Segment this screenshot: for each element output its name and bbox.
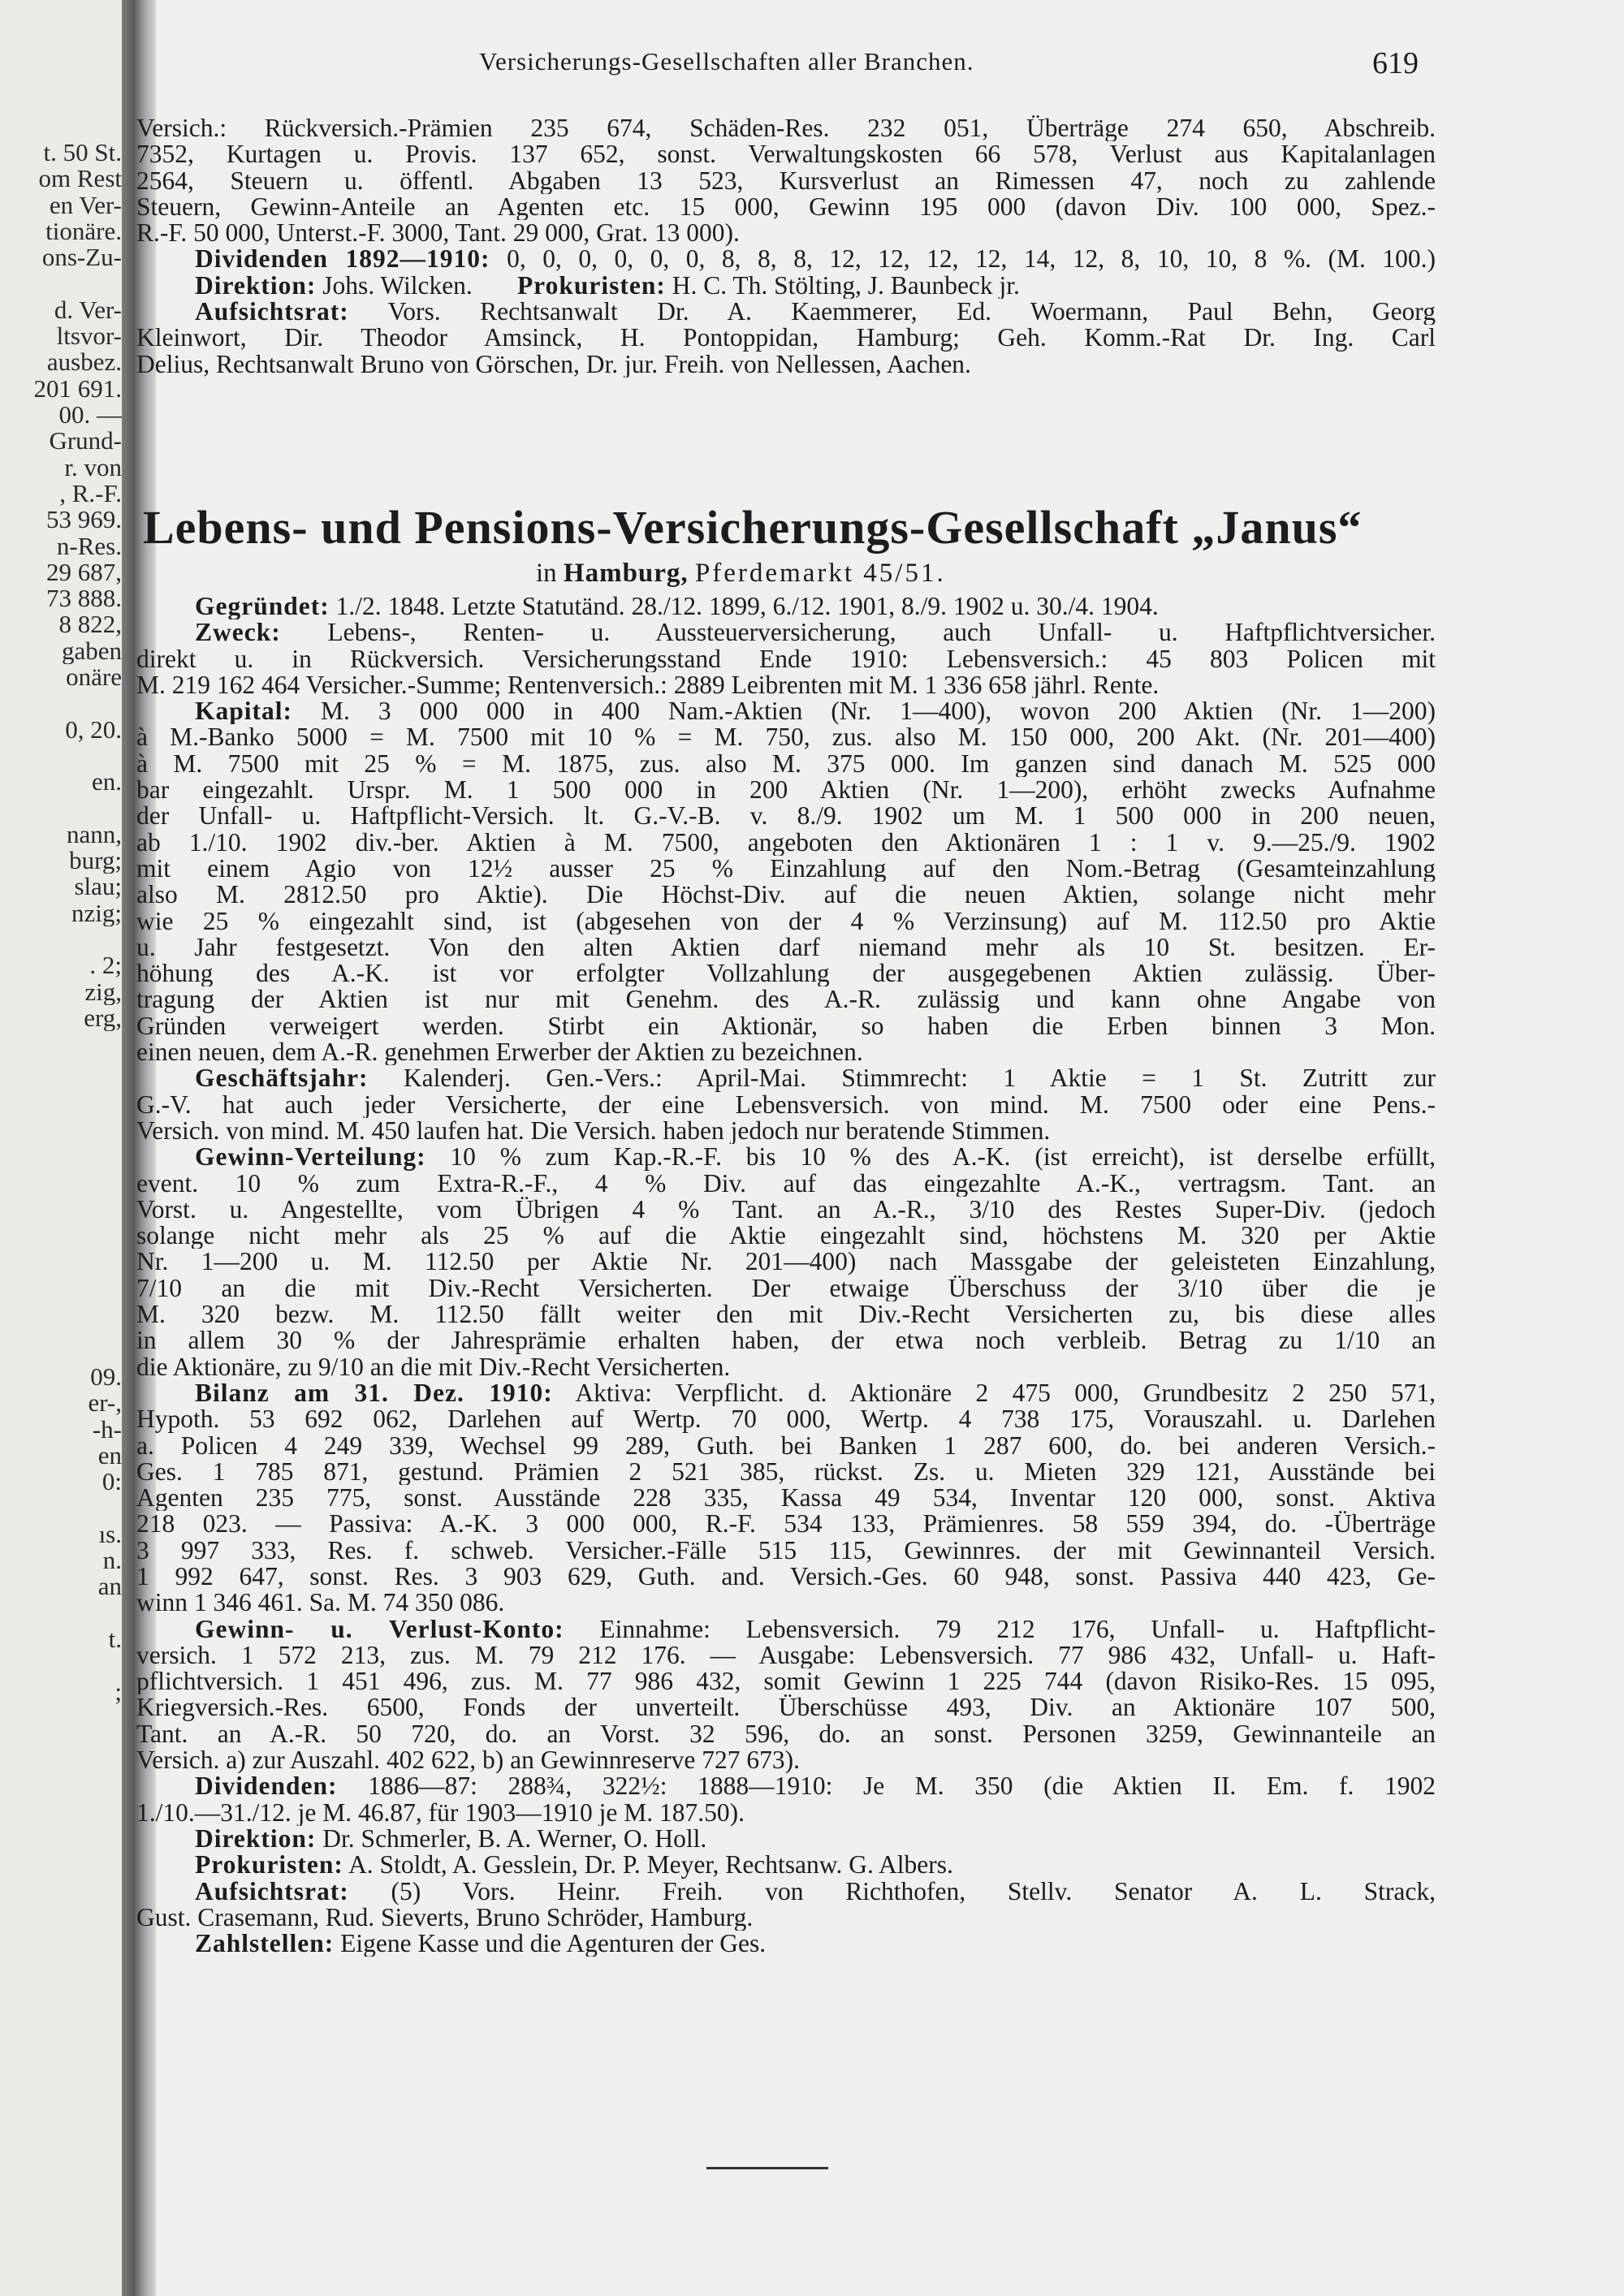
text-line: Gründen verweigert werden. Stirbt ein Aktionär, so haben die Erben binnen 3 Mon. <box>136 1012 1436 1040</box>
adjacent-page-fragment: 00. — <box>58 402 122 428</box>
adjacent-page-fragment: burg; <box>69 848 122 874</box>
text-line: Versich.: Rückversich.-Prämien 235 674, Schäden-Res. 232 051, Überträge 274 650, Abschreib. <box>136 115 1436 142</box>
adjacent-page-fragment: 0, 20. <box>65 716 122 743</box>
text-line: höhung des A.-K. ist vor erfolgter Vollzahlung der ausgegebenen Aktien zulässig. Über- <box>136 960 1436 987</box>
adjacent-page-fragment: zig, <box>84 978 122 1005</box>
company-entry-body <box>136 593 1436 1957</box>
text-line: einen neuen, dem A.-R. genehmen Erwerber der Aktien zu bezeichnen. <box>136 1039 863 1066</box>
company-subtitle <box>536 559 1186 589</box>
text-line: 2564, Steuern u. öffentl. Abgaben 13 523, Kursverlust an Rimessen 47, noch zu zahlende <box>136 167 1436 194</box>
adjacent-page-fragment: Grund- <box>49 428 122 455</box>
text-line: à M. 7500 mit 25 % = M. 1875, zus. also M. 375 000. Im ganzen sind danach M. 525 000 <box>136 750 1436 778</box>
adjacent-page-fragment: 73 888. <box>46 585 122 612</box>
text-line: Versich. von mind. M. 450 laufen hat. Die Versich. haben jedoch nur beratende Stimmen. <box>136 1117 1051 1145</box>
adjacent-page-fragment: ausbez. <box>46 349 122 376</box>
section-label: Bilanz am 31. Dez. 1910: <box>195 1379 553 1407</box>
adjacent-page-fragment: 8 822, <box>58 611 122 638</box>
section-first-line <box>136 1065 1436 1091</box>
section-text: A. Stoldt, A. Gesslein, Dr. P. Meyer, Rechtsanw. G. Albers. <box>348 1852 953 1879</box>
aufsichtsrat-line <box>136 299 1436 325</box>
section-label: Zweck: <box>195 619 281 646</box>
dividenden-line <box>136 246 1436 272</box>
adjacent-page-fragment: 09. <box>90 1364 122 1390</box>
section-text: 1886—87: 288¾, 322½: 1888—1910: Je M. 350 (die Aktien II. Em. f. 1902 <box>368 1773 1436 1800</box>
text-line: Kriegversich.-Res. 6500, Fonds der unverteilt. Überschüsse 493, Div. an Aktionäre 107 500, <box>136 1694 1436 1721</box>
section-text: 10 % zum Kap.-R.-F. bis 10 % des A.-K. (ist erreicht), ist derselbe erfüllt, <box>450 1144 1436 1171</box>
text-line: Gust. Crasemann, Rud. Sieverts, Bruno Schröder, Hamburg. <box>136 1904 754 1931</box>
section-text: 1./2. 1848. Letzte Statutänd. 28./12. 1899, 6./12. 1901, 8./9. 1902 u. 30./4. 1904. <box>335 593 1159 620</box>
text-line: also M. 2812.50 pro Aktie). Die Höchst-Div. auf die neuen Aktien, solange nicht mehr <box>136 882 1436 908</box>
text-line: à M.-Banko 5000 = M. 7500 mit 10 % = M. 750, zus. also M. 150 000, 200 Akt. (Nr. 201—400) <box>136 724 1436 751</box>
section-text: 0, 0, 0, 0, 0, 0, 8, 8, 8, 12, 12, 12, 12, 14, 12, 8, 10, 10, 8 %. (M. 100.) <box>507 246 1436 273</box>
adjacent-page-fragment: nann, <box>66 821 122 848</box>
adjacent-page-fragment: ; <box>114 1678 122 1705</box>
text-line: solange nicht mehr als 25 % auf die Aktie eingezahlt sind, höchstens M. 320 per Aktie <box>136 1223 1436 1249</box>
section-label: Gegründet: <box>195 593 330 620</box>
adjacent-page-fragment: -h- <box>92 1416 122 1443</box>
section-text: (5) Vors. Heinr. Freih. von Richthofen, Stellv. Senator A. L. Strack, <box>391 1878 1436 1905</box>
running-header: Versicherungs-Gesellschaften aller Branchen. <box>479 47 974 76</box>
text-line: a. Policen 4 249 339, Wechsel 99 289, Guth. bei Banken 1 287 600, do. bei anderen Versich.- <box>136 1432 1436 1459</box>
section-text: Johs. Wilcken. <box>322 272 473 300</box>
page-number: 619 <box>1372 46 1419 80</box>
adjacent-page-fragment: d. Ver- <box>54 296 122 323</box>
adjacent-page-fragment: om Rest <box>38 166 122 192</box>
adjacent-page-fragment: r. von <box>64 454 122 481</box>
section-first-line <box>136 1380 1436 1406</box>
text-line: bar eingezahlt. Urspr. M. 1 500 000 in 200 Aktien (Nr. 1—200), erhöht zwecks Aufnahme <box>136 777 1436 804</box>
text-line: 1./10.—31./12. je M. 46.87, für 1903—1910 je M. 187.50). <box>136 1799 745 1826</box>
text-line: Versich. a) zur Auszahl. 402 622, b) an Gewinnreserve 727 673). <box>136 1747 801 1774</box>
text-line: tragung der Aktien ist nur mit Genehm. des A.-R. zulässig und kann ohne Angabe von <box>136 986 1436 1013</box>
text-line: in allem 30 % der Jahresprämie erhalten haben, der etwa noch verbleib. Betrag zu 1/10 an <box>136 1327 1436 1354</box>
section-label: Direktion: <box>195 1825 317 1853</box>
adjacent-page-fragment: an <box>97 1573 122 1600</box>
subtitle-address: Pferdemarkt 45/51. <box>694 559 946 588</box>
section-text: Lebens-, Renten- u. Aussteuerversicherung, auch Unfall- u. Haftpflichtversicher. <box>327 619 1436 646</box>
section-text: Vors. Rechtsanwalt Dr. A. Kaemmerer, Ed. Woermann, Paul Behn, Georg <box>387 299 1436 326</box>
text-line: pflichtversich. 1 451 496, zus. M. 77 986 432, somit Gewinn 1 225 744 (davon Risiko-Res. 15 095, <box>136 1668 1436 1695</box>
adjacent-page-fragment: gaben <box>61 637 122 664</box>
adjacent-page-fragment: nzig; <box>71 900 122 926</box>
adjacent-page-fragment: en Ver- <box>49 192 122 218</box>
text-line: u. Jahr festgesetzt. Von den alten Aktien darf niemand mehr als 10 St. besitzen. Er- <box>136 934 1436 961</box>
section-first-line <box>136 593 1436 619</box>
text-line: G.-V. hat auch jeder Versicherte, der eine Lebensversich. von mind. M. 7500 oder eine Pens.- <box>136 1091 1436 1118</box>
adjacent-page-fragment: t. <box>108 1626 122 1652</box>
section-first-line <box>136 1616 1436 1642</box>
text-line: Ges. 1 785 871, gestund. Prämien 2 521 385, rückst. Zs. u. Mieten 329 121, Ausstände bei <box>136 1458 1436 1486</box>
section-label: Dividenden 1892—1910: <box>195 246 490 273</box>
text-line: M. 219 162 464 Versicher.-Summe; Rentenversich.: 2889 Leibrenten mit M. 1 336 658 jährl. Rente. <box>136 671 1160 699</box>
adjacent-page-fragment: 201 691. <box>33 375 122 402</box>
text-line: Nr. 1—200 u. M. 112.50 per Aktie Nr. 201—400) nach Massgabe der geleisteten Einzahlung, <box>136 1249 1436 1275</box>
section-label: Kapital: <box>195 698 293 725</box>
text-line: Agenten 235 775, sonst. Ausstände 228 335, Kassa 49 534, Inventar 120 000, sonst. Aktiva <box>136 1485 1436 1512</box>
text-line: Delius, Rechtsanwalt Bruno von Görschen, Dr. jur. Freih. von Nellessen, Aachen. <box>136 351 971 378</box>
adjacent-page-fragment: , R.-F. <box>59 480 122 507</box>
text-line: winn 1 346 461. Sa. M. 74 350 086. <box>136 1590 505 1616</box>
text-line: 1 992 647, sonst. Res. 3 903 629, Guth. and. Versich.-Ges. 60 948, sonst. Passiva 440 423, Ge- <box>136 1563 1436 1590</box>
section-label: Direktion: <box>195 272 317 300</box>
text-line: direkt u. in Rückversich. Versicherungsstand Ende 1910: Lebensversich.: 45 803 Policen mit <box>136 645 1436 672</box>
end-rule <box>706 2167 828 2169</box>
text-line: 7352, Kurtagen u. Provis. 137 652, sonst. Verwaltungskosten 66 578, Verlust aus Kapitalanlagen <box>136 141 1436 168</box>
adjacent-page-fragment: 29 687, <box>46 559 122 585</box>
text-line: Steuern, Gewinn-Anteile an Agenten etc. 15 000, Gewinn 195 000 (davon Div. 100 000, Spez.- <box>136 193 1436 221</box>
direktion-line <box>136 273 1436 299</box>
previous-entry <box>136 115 1436 378</box>
section-first-line <box>136 698 1436 724</box>
section-first-line <box>136 1826 1436 1852</box>
section-label: Prokuristen: <box>516 272 666 300</box>
section-first-line <box>136 1144 1436 1170</box>
section-label: Zahlstellen: <box>195 1931 335 1957</box>
section-first-line <box>136 1773 1436 1799</box>
text-line: Hypoth. 53 692 062, Darlehen auf Wertp. 70 000, Wertp. 4 738 175, Vorauszahl. u. Darlehen <box>136 1406 1436 1433</box>
section-label: Aufsichtsrat: <box>195 299 349 326</box>
section-text: Einnahme: Lebensversich. 79 212 176, Unfall- u. Haftpflicht- <box>599 1616 1436 1642</box>
adjacent-page-fragment: erg, <box>84 1004 122 1031</box>
text-line: die Aktionäre, zu 9/10 an die mit Div.-Recht Versicherten. <box>136 1353 731 1380</box>
section-first-line <box>136 1931 1436 1957</box>
section-text: Dr. Schmerler, B. A. Werner, O. Holl. <box>322 1825 707 1853</box>
text-line: wie 25 % eingezahlt sind, ist (abgesehen von der 4 % Verzinsung) auf M. 112.50 pro Aktie <box>136 908 1436 934</box>
section-label: Dividenden: <box>195 1773 338 1800</box>
text-line: 3 997 333, Res. f. schweb. Versicher.-Fälle 515 115, Gewinnres. der mit Gewinnanteil Versich. <box>136 1537 1436 1564</box>
section-label: Gewinn- u. Verlust-Konto: <box>195 1616 564 1642</box>
section-label: Gewinn-Verteilung: <box>195 1144 426 1171</box>
company-title: Lebens- und Pensions-Versicherungs-Gesellschaft „Janus“ <box>143 501 1363 554</box>
section-text: H. C. Th. Stölting, J. Baunbeck jr. <box>672 272 1020 300</box>
section-first-line <box>136 1852 1436 1878</box>
text-line: der Unfall- u. Haftpflicht-Versich. lt. G.-V.-B. v. 8./9. 1902 um M. 1 500 000 in 200 neuen, <box>136 803 1436 830</box>
adjacent-page-fragment: en <box>97 1442 122 1469</box>
text-line: Vorst. u. Angestellte, vom Übrigen 4 % Tant. an A.-R., 3/10 des Restes Super-Div. (jedoch <box>136 1196 1436 1224</box>
subtitle-city: Hamburg, <box>563 559 689 588</box>
text-line: M. 320 bezw. M. 112.50 fällt weiter den mit Div.-Recht Versicherten zu, bis diese alles <box>136 1301 1436 1328</box>
section-text: M. 3 000 000 in 400 Nam.-Aktien (Nr. 1—400), wovon 200 Aktien (Nr. 1—200) <box>321 698 1436 725</box>
text-line: Tant. an A.-R. 50 720, do. an Vorst. 32 596, do. an sonst. Personen 3259, Gewinnanteile an <box>136 1720 1436 1748</box>
text-line: 7/10 an die mit Div.-Recht Versicherten. Der etwaige Überschuss der 3/10 über die je <box>136 1275 1436 1302</box>
text-line: mit einem Agio von 12½ ausser 25 % Einzahlung auf den Nom.-Betrag (Gesamteinzahlung <box>136 855 1436 883</box>
section-label: Aufsichtsrat: <box>195 1878 349 1905</box>
adjacent-page-fragment: onäre <box>66 664 122 690</box>
text-line: versich. 1 572 213, zus. M. 79 212 176. — Ausgabe: Lebensversich. 77 986 432, Unfall- u. Haft- <box>136 1642 1436 1669</box>
section-text: Eigene Kasse und die Agenturen der Ges. <box>340 1931 767 1957</box>
adjacent-page-fragment: t. 50 St. <box>43 140 122 166</box>
text-line: R.-F. 50 000, Unterst.-F. 3000, Tant. 29 000, Grat. 13 000). <box>136 220 740 247</box>
adjacent-page-strip <box>0 0 122 2296</box>
adjacent-page-fragment: 53 969. <box>46 507 122 533</box>
section-first-line <box>136 619 1436 645</box>
text-line: event. 10 % zum Extra-R.-F., 4 % Div. auf das eingezahlte A.-K., vertragsm. Tant. an <box>136 1170 1436 1197</box>
adjacent-page-fragment: slau; <box>74 874 122 900</box>
section-first-line <box>136 1879 1436 1905</box>
text-line: Kleinwort, Dir. Theodor Amsinck, H. Pontoppidan, Hamburg; Geh. Komm.-Rat Dr. Ing. Carl <box>136 325 1436 352</box>
text-line: ab 1./10. 1902 div.-ber. Aktien à M. 7500, angeboten den Aktionären 1 : 1 v. 9.—25./9. 1902 <box>136 829 1436 856</box>
adjacent-page-fragment: tionäre. <box>45 218 122 244</box>
section-label: Geschäftsjahr: <box>195 1065 369 1092</box>
section-text: Aktiva: Verpflicht. d. Aktionäre 2 475 000, Grundbesitz 2 250 571, <box>575 1379 1436 1407</box>
section-label: Prokuristen: <box>195 1852 343 1879</box>
adjacent-page-fragment: . 2; <box>89 952 122 979</box>
adjacent-page-fragment: en. <box>91 769 122 796</box>
adjacent-page-fragment: ıs. <box>98 1521 122 1547</box>
section-text: Kalenderj. Gen.-Vers.: April-Mai. Stimmrecht: 1 Aktie = 1 St. Zutritt zur <box>403 1065 1436 1092</box>
adjacent-page-fragment: er-, <box>88 1390 122 1417</box>
adjacent-page-fragment: n-Res. <box>56 533 122 559</box>
adjacent-page-fragment: ons-Zu- <box>41 244 122 271</box>
adjacent-page-fragment: n. <box>102 1547 122 1574</box>
adjacent-page-fragment: ltsvor- <box>56 323 122 350</box>
text-line: 218 023. — Passiva: A.-K. 3 000 000, R.-F. 534 133, Prämienres. 58 559 394, do. -Überträge <box>136 1511 1436 1538</box>
subtitle-in: in <box>536 559 557 588</box>
adjacent-page-fragment: 0: <box>102 1469 122 1495</box>
